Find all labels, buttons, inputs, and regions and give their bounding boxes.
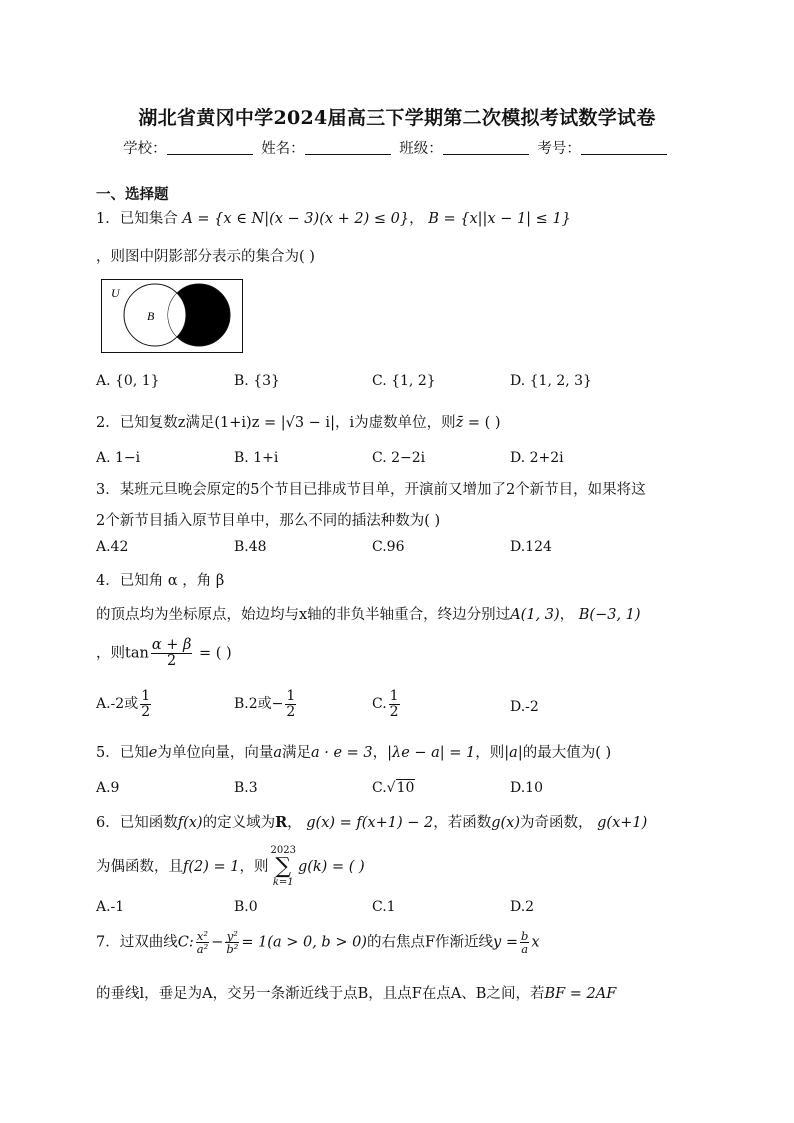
q7-line-2 — [96, 982, 616, 1003]
q2-expr: (1+i)z = |√3 − i| — [214, 415, 335, 431]
q7-x2: x² — [196, 929, 208, 943]
section-heading: 一、选择题 — [96, 186, 169, 203]
q1-stem-text: 1．已知集合 — [96, 211, 178, 227]
q1-stem — [96, 207, 571, 228]
q3-option-c[interactable]: C.96 — [372, 539, 405, 555]
q6-f2: f(2) = 1 — [183, 859, 240, 875]
q4-option-a-den: 2 — [141, 703, 151, 720]
q4-option-b-frac — [285, 689, 296, 719]
q1-stem-2: ，则图中阴影部分表示的集合为( ) — [96, 249, 315, 265]
q6-f: f(x) — [177, 815, 203, 831]
q1-option-c[interactable]: C. {1, 2} — [372, 373, 436, 389]
q2-stem-a: 2．已知复数z满足 — [96, 415, 215, 431]
q4-option-c-den: 2 — [389, 703, 399, 720]
q1-option-d[interactable]: D. {1, 2, 3} — [510, 373, 592, 389]
q6-line-2-b: ，则 — [239, 859, 269, 875]
q1-set-a: A = {x ∈ N|(x − 3)(x + 2) ≤ 0} — [182, 211, 410, 227]
q5-dot: a · e = 3 — [310, 745, 373, 761]
q7-frac-x — [196, 930, 209, 955]
q7-y2: y² — [226, 929, 238, 943]
number-label: 考号： — [537, 141, 581, 157]
q6-stem-a: 6．已知函数 — [96, 815, 178, 831]
q4-option-a-text: A.-2或 — [96, 696, 139, 713]
q4-line-3-b: = ( ) — [194, 645, 232, 662]
q2-stem-c: = ( ) — [463, 415, 501, 431]
q4-fraction — [151, 638, 193, 669]
q4-frac-num: α + β — [151, 637, 192, 653]
q1-option-b[interactable]: B. {3} — [234, 373, 280, 389]
q2-stem-b: ，i为虚数单位，则 — [334, 415, 456, 431]
q4-tan: tan — [125, 645, 149, 662]
q3-option-d[interactable]: D.124 — [510, 539, 552, 555]
q5-abs: |a| — [504, 745, 523, 761]
q6-g-def: g(x) = f(x+1) − 2 — [306, 815, 434, 831]
q7-a2: a² — [196, 942, 209, 957]
q4-point-b: B(−3, 1) — [578, 607, 641, 623]
class-label: 班级： — [399, 141, 443, 157]
q5-stem-e: ，则 — [475, 745, 505, 761]
q4-sep: ， — [559, 607, 575, 623]
q6-stem-d: ，若函数 — [433, 815, 492, 831]
q4-option-b-num: 1 — [286, 688, 296, 704]
q4-option-c[interactable] — [372, 689, 402, 719]
q5-option-c-root: √ — [386, 780, 396, 796]
q5-stem — [96, 741, 611, 762]
q7-a: a — [521, 942, 529, 957]
q4-line-3 — [96, 638, 232, 669]
q5-vec-e: e — [148, 745, 158, 761]
q3-option-a[interactable]: A.42 — [96, 539, 129, 555]
q6-option-a[interactable]: A.-1 — [96, 899, 125, 915]
venn-label-u: U — [111, 286, 120, 300]
q4-option-a[interactable] — [96, 689, 153, 719]
q7-b: b — [520, 929, 529, 943]
q5-stem-a: 5．已知 — [96, 745, 149, 761]
q6-stem-c: ， — [287, 815, 302, 831]
q4-line-2-text: 的顶点均为坐标原点，始边均与x轴的非负半轴重合，终边分别过 — [96, 607, 511, 623]
q4-line-1: 4．已知角 α ，角 β — [96, 573, 225, 589]
q2-option-b[interactable]: B. 1+i — [234, 450, 279, 466]
q7-frac-y — [225, 930, 239, 955]
q3-line-2: 2个新节目插入原节目单中，那么不同的插法种数为( ) — [96, 513, 441, 529]
q7-x: x — [531, 934, 540, 951]
q5-option-a[interactable]: A.9 — [96, 780, 120, 796]
school-blank[interactable] — [167, 140, 253, 155]
q4-option-a-num: 1 — [141, 688, 151, 704]
name-blank[interactable] — [305, 140, 391, 155]
q6-gk: g(k) = ( ) — [297, 859, 365, 875]
student-info-line — [0, 137, 794, 158]
q4-option-b-den: 2 — [286, 703, 296, 720]
q7-stem-b: 的右焦点F作渐近线 — [366, 934, 494, 951]
q3-line-1: 3．某班元旦晚会原定的5个节目已排成节目单，开演前又增加了2个新节目，如果将这 — [96, 482, 646, 498]
q4-option-a-frac — [140, 689, 151, 719]
name-label: 姓名： — [261, 141, 305, 157]
q1-sep: ， — [409, 211, 424, 227]
q5-option-c-text: C. — [372, 780, 387, 796]
q7-stem-a: 7．过双曲线 — [96, 934, 178, 951]
q4-line-3-a: ，则 — [96, 645, 125, 662]
q4-option-b-text: B.2或− — [234, 696, 284, 713]
q7-line-2-text: 的垂线l，垂足为A，交另一条渐近线于点B，且点F在点A、B之间，若 — [96, 986, 545, 1002]
q2-option-d[interactable]: D. 2+2i — [510, 450, 564, 466]
q4-option-d[interactable]: D.-2 — [510, 699, 539, 715]
q5-option-c-radicand: 10 — [396, 780, 415, 796]
q6-line-2-a: 为偶函数，且 — [96, 859, 183, 875]
q7-yeq: y = — [493, 934, 518, 951]
q6-gx1: g(x+1) — [597, 815, 648, 831]
q4-option-c-num: 1 — [389, 688, 399, 704]
q7-bf: BF = 2AF — [544, 986, 617, 1002]
q5-option-b[interactable]: B.3 — [234, 780, 258, 796]
q6-sum-bottom: k=1 — [272, 877, 294, 888]
exam-title: 湖北省黄冈中学2024届高三下学期第二次模拟考试数学试卷 — [138, 107, 656, 129]
number-blank[interactable] — [581, 140, 667, 155]
q6-option-b[interactable]: B.0 — [234, 899, 258, 915]
school-label: 学校： — [123, 141, 167, 157]
q7-minus: − — [211, 934, 224, 951]
q6-option-c[interactable]: C.1 — [372, 899, 396, 915]
q4-frac-den: 2 — [166, 653, 177, 670]
q2-zbar: z̄ — [455, 415, 464, 431]
q5-stem-d: ， — [372, 745, 388, 761]
q5-stem-f: 的最大值为( ) — [522, 745, 612, 761]
q6-line-1 — [96, 811, 647, 832]
q6-line-2 — [96, 846, 365, 888]
q6-sum — [271, 846, 296, 888]
q1-set-b: B = {x||x − 1| ≤ 1} — [428, 211, 571, 227]
q4-option-c-frac — [389, 689, 400, 719]
q6-sum-top: 2023 — [270, 845, 296, 856]
q3-option-b[interactable]: B.48 — [234, 539, 267, 555]
q5-vec-a: a — [273, 745, 282, 761]
q2-option-a[interactable]: A. 1−i — [96, 450, 141, 466]
q7-b2: b² — [226, 942, 239, 957]
q6-stem-e: 为奇函数， — [520, 815, 593, 831]
q5-option-d[interactable]: D.10 — [510, 780, 543, 796]
venn-label-b: B — [147, 309, 155, 323]
q7-C: C: — [177, 934, 194, 951]
q4-point-a: A(1, 3) — [510, 607, 560, 623]
q6-stem-b: 的定义域为 — [202, 815, 276, 831]
q6-option-d[interactable]: D.2 — [510, 899, 535, 915]
q5-cond: |λe − a| = 1 — [387, 745, 476, 761]
q6-gx: g(x) — [491, 815, 521, 831]
q4-option-b[interactable] — [234, 689, 298, 719]
q7-cond: = 1(a > 0, b > 0) — [241, 934, 367, 951]
q7-frac-ba — [520, 930, 529, 955]
venn-diagram — [101, 279, 243, 353]
q6-sum-sigma: ∑ — [275, 854, 292, 879]
q1-option-a[interactable]: A. {0, 1} — [96, 373, 160, 389]
q4-line-2 — [96, 603, 641, 624]
q2-stem — [96, 411, 501, 432]
q4-option-c-text: C. — [372, 696, 387, 713]
q5-stem-b: 为单位向量，向量 — [157, 745, 274, 761]
q7-line-1 — [96, 930, 540, 955]
q6-R: R — [275, 814, 288, 831]
q2-option-c[interactable]: C. 2−2i — [372, 450, 426, 466]
q5-stem-c: 满足 — [281, 745, 311, 761]
q5-option-c[interactable] — [372, 780, 415, 796]
class-blank[interactable] — [443, 140, 529, 155]
